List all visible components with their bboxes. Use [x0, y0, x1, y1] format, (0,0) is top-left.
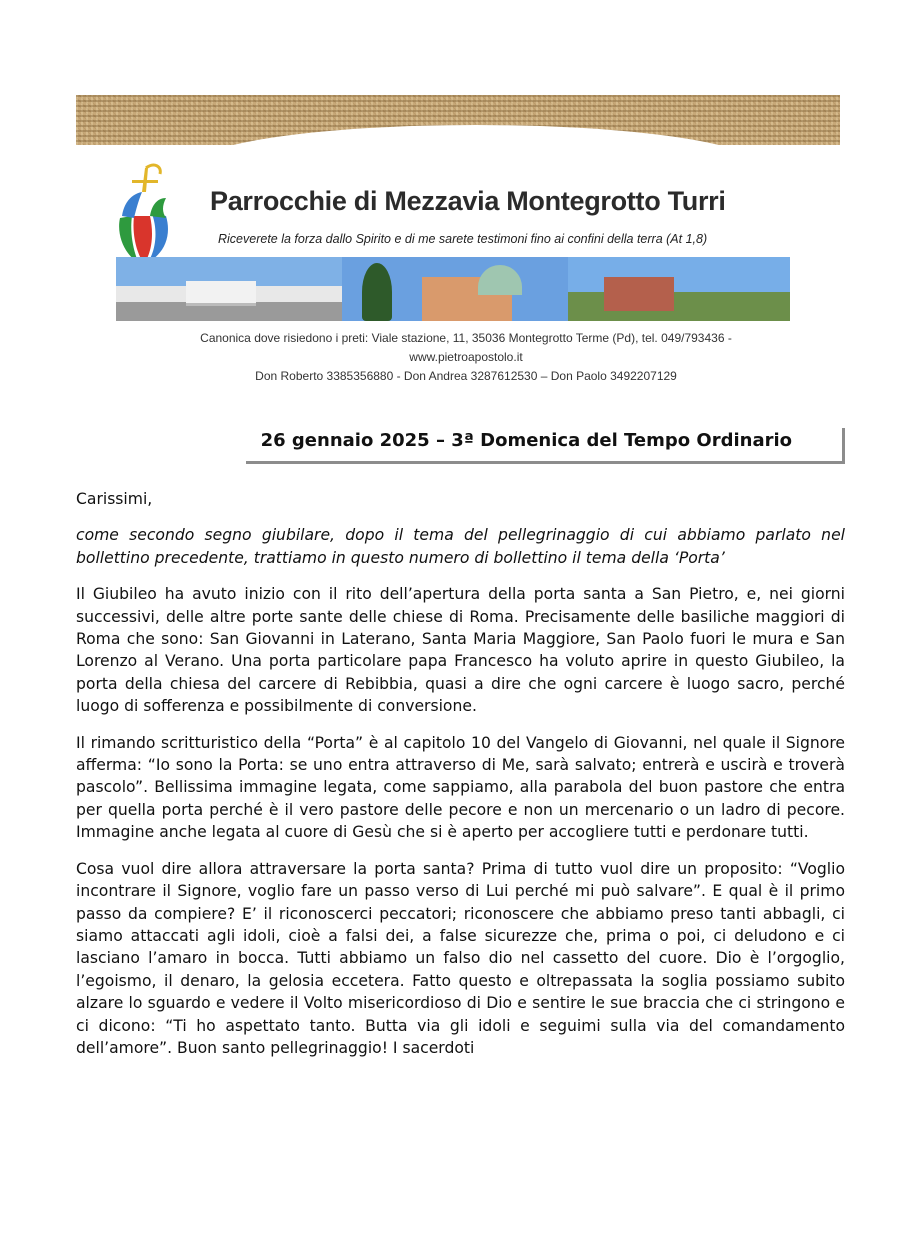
paragraph-1: Il Giubileo ha avuto inizio con il rito dell’apertura della porta santa a San Pietro, e, nei giorni successivi, delle altre porte sante delle chiese di Roma. Precisamente delle basiliche maggiori di Roma che sono: San Giovanni in Laterano, Santa Maria Maggiore, San Paolo fuori le mura e San Lorenzo al Verano. Una porta particolare papa Francesco ha voluto aprire in questo Giubileo, la porta della chiesa del carcere di Rebibbia, quasi a dire che ogni carcere è luogo sacro, perché luogo di sofferenza e possibilmente di conversione. [76, 585, 845, 716]
intro-paragraph: come secondo segno giubilare, dopo il tema del pellegrinaggio di cui abbiamo parlato nel bollettino precedente, trattiamo in questo numero di bollettino il tema della ‘Porta’ [76, 526, 845, 567]
contact-website[interactable]: www.pietroapostolo.it [409, 350, 523, 364]
paragraph-2: Il rimando scritturistico della “Porta” è al capitolo 10 del Vangelo di Giovanni, nel quale il Signore afferma: “Io sono la Porta: se uno entra attraverso di Me, sarà salvato; entrerà e uscirà e troverà pascolo”. Bellissima immagine legata, come sappiamo, alla parabola del buon pastore che entra per quella porta perché è il vero pastore delle pecore e non un mercenario o un ladro di pecore. Immagine anche legata al cuore di Gesù che si è aperto per accogliere tutti e perdonare tutti. [76, 733, 845, 842]
paragraph-3: Cosa vuol dire allora attraversare la porta santa? Prima di tutto vuol dire un proposito: “Voglio incontrare il Signore, voglio fare un passo verso di Lui perché mi può salvare”. E qual è il primo passo da compiere? E’ il riconoscerci peccatori; riconoscere che abbiamo preso tanti abbagli, ci siamo attaccati agli idoli, cioè a falsi dei, a false sicurezze che, prima o poi, ci deludono e ci lasciano l’amaro in bocca. Tutti abbiamo un falso dio nel cassetto del cuore. Dio è l’orgoglio, l’egoismo, il denaro, la gelosia eccetera. Fatto questo e oltrepassata la soglia possiamo subito alzare lo sguardo e vedere il Volto misericordioso di Dio e sentire le sue braccia che ci stringono e ci dicono: “Ti ho aspettato tanto. Butta via gli idoli e seguimi sulla via del comandamento dell’amore”. Buon santo pellegrinaggio! I sacerdoti [76, 859, 845, 1057]
parish-logo-icon [112, 158, 174, 266]
parish-title: Parrocchie di Mezzavia Montegrotto Turri [210, 186, 726, 216]
contacts-block [160, 329, 772, 386]
greeting: Carissimi, [76, 490, 153, 508]
parish-motto: Riceverete la forza dallo Spirito e di me sarete testimoni fino ai confini della terra (At 1,8) [218, 232, 708, 246]
church-photos-strip [116, 257, 790, 321]
contact-address: Canonica dove risiedono i preti: Viale stazione, 11, 35036 Montegrotto Terme (Pd), tel. 049/793436 - [200, 331, 732, 345]
bulletin-content [76, 488, 845, 1073]
contact-priests: Don Roberto 3385356880 - Don Andrea 3287612530 – Don Paolo 3492207129 [255, 369, 677, 383]
date-heading-box [246, 428, 845, 464]
church-photo-modern [116, 257, 342, 321]
church-photo-small [568, 257, 790, 321]
date-heading: 26 gennaio 2025 – 3ª Domenica del Tempo Ordinario [260, 430, 792, 451]
church-photo-dome [342, 257, 568, 321]
